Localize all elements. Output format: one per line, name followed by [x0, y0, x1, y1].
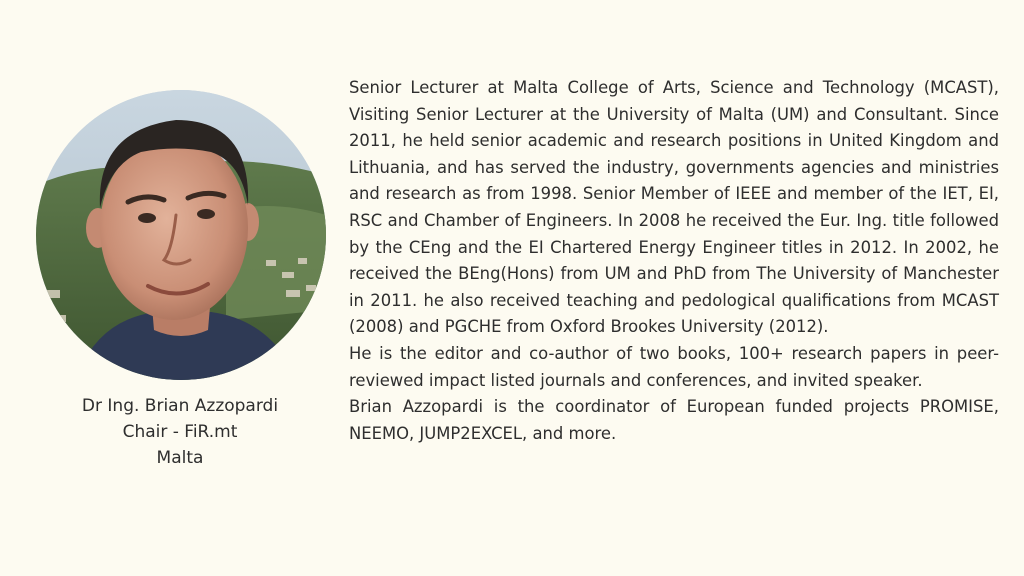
bio-paragraph: He is the editor and co-author of two books, 100+ research papers in peer-reviewed impact listed journals and conferences, and invited speaker. — [349, 343, 999, 390]
speaker-name: Dr Ing. Brian Azzopardi — [81, 396, 279, 416]
speaker-photo-illustration — [36, 90, 326, 380]
speaker-biography — [349, 75, 999, 447]
speaker-role: Chair - FiR.mt — [122, 422, 238, 442]
speaker-country: Malta — [156, 448, 204, 468]
bio-paragraph: Brian Azzopardi is the coordinator of European funded projects PROMISE, NEEMO, JUMP2EXCEL, and more. — [349, 397, 999, 443]
speaker-caption — [30, 393, 330, 471]
speaker-photo — [36, 90, 326, 380]
bio-paragraph: Senior Lecturer at Malta College of Arts, Science and Technology (MCAST), Visiting Senior Lecturer at the University of Malta (UM) and Consultant. Since 2011, he held senior academic and research positions in United Kingdom and Lithuania, and has served the industry, governments agencies and ministries and research as from 1998. Senior Member of IEEE and member of the IET, EI, RSC and Chamber of Engineers. In 2008 he received the Eur. Ing. title followed by the CEng and the EI Chartered Energy Engineer titles in 2012. In 2002, he received the BEng(Hons) from UM and PhD from The University of Manchester in 2011. he also received teaching and pedological qualifications from MCAST (2008) and PGCHE from Oxford Brookes University (2012). — [349, 78, 999, 337]
